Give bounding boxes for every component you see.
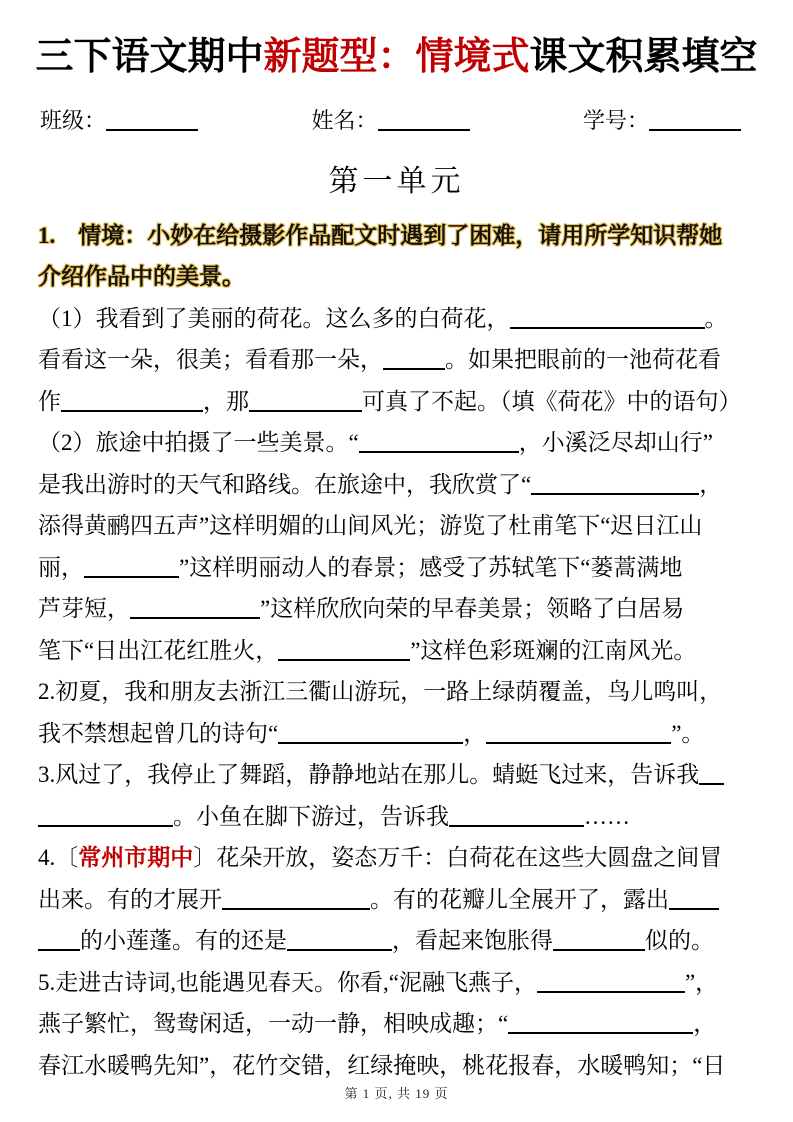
- name-blank: [378, 115, 470, 131]
- body-text: 3.风过了，我停止了舞蹈，静静地站在那儿。蜻蜓飞过来，告诉我: [38, 762, 700, 787]
- body-text: 似的。: [645, 928, 714, 953]
- body-line: [38, 630, 767, 672]
- fill-in-blank: [553, 935, 645, 951]
- body-text: ，: [693, 1011, 717, 1036]
- student-id-label: 学号：: [582, 107, 649, 133]
- class-field: [40, 106, 198, 136]
- body-text: （1）我看到了美丽的荷花。这么多的白荷花，: [38, 305, 510, 331]
- fill-in-blank: [449, 811, 584, 827]
- body-text: 可真了不起。（填《荷花》中的语句）: [362, 388, 742, 414]
- body-text: 1. 情境：小妙在给摄影作品配文时遇到了困难，请用所学知识帮她: [38, 222, 723, 248]
- body-line: [38, 754, 767, 796]
- class-blank: [106, 115, 198, 131]
- fill-in-blank: [699, 769, 724, 785]
- body-line: [38, 671, 767, 713]
- worksheet-body: [38, 215, 767, 1087]
- fill-in-blank: [84, 562, 179, 578]
- body-text: 我不禁想起曾几的诗句“: [38, 720, 279, 746]
- body-line: [38, 547, 767, 589]
- body-text: ”，: [684, 969, 719, 995]
- body-text: ，: [699, 471, 723, 497]
- body-text: ”。: [671, 720, 705, 746]
- fill-in-blank: [61, 396, 203, 412]
- fill-in-blank: [486, 728, 671, 744]
- body-line: [38, 920, 767, 962]
- fill-in-blank: [537, 977, 685, 993]
- fill-in-blank: [359, 437, 519, 453]
- body-line: [38, 464, 767, 506]
- body-text: ”这样明丽动人的春景；感受了苏轼笔下“蒌蒿满地: [179, 554, 683, 580]
- body-text: 4.〔: [38, 845, 79, 870]
- body-text: 〕花朵开放，姿态万千：白荷花在这些大圆盘之间冒: [193, 845, 723, 870]
- body-text: 介绍作品中的美景。: [38, 264, 245, 289]
- body-line: [38, 381, 767, 423]
- body-text: 芦芽短，: [38, 596, 130, 621]
- body-text: ，: [463, 720, 487, 746]
- body-line: [38, 879, 767, 921]
- fill-in-blank: [510, 313, 705, 329]
- page-number-indicator: 第 1 页, 共 19 页: [344, 1086, 449, 1101]
- body-text: 看看这一朵，很美；看看那一朵，: [38, 347, 383, 372]
- body-line: [38, 796, 767, 838]
- body-text: 出来。有的才展开: [38, 886, 222, 912]
- page-title: [10, 34, 783, 82]
- body-line: [38, 298, 767, 340]
- page-title-part2: 课文积累填空: [529, 36, 758, 78]
- name-label: 姓名：: [311, 107, 378, 133]
- exam-source-tag: 常州市期中: [78, 845, 194, 870]
- body-text: ”这样欣欣向荣的早春美景；领略了白居易: [260, 596, 685, 621]
- body-text: 。小鱼在脚下游过，告诉我: [173, 803, 449, 829]
- body-text: 是我出游时的天气和路线。在旅途中，我欣赏了“: [38, 471, 532, 497]
- page-title-part1: 三下语文期中: [35, 36, 264, 78]
- body-text: ”这样色彩斑斓的江南风光。: [410, 637, 697, 663]
- body-text: 。如果把眼前的一池荷花看: [445, 347, 721, 372]
- body-line: [38, 1045, 767, 1087]
- body-line: [38, 215, 767, 257]
- name-field: [311, 106, 469, 136]
- body-text: ，看起来饱胀得: [392, 928, 553, 953]
- fill-in-blank: [383, 354, 445, 370]
- body-line: [38, 339, 767, 381]
- body-text: ……: [584, 803, 630, 829]
- fill-in-blank: [249, 396, 362, 412]
- fill-in-blank: [287, 935, 392, 951]
- body-text: 燕子繁忙，鸳鸯闲适，一动一静，相映成趣；“: [38, 1011, 509, 1036]
- body-text: 笔下“日出江花红胜火，: [38, 637, 279, 663]
- body-text: 的小莲蓬。有的还是: [80, 928, 287, 953]
- body-text: 。有的花瓣儿全展开了，露出: [370, 886, 669, 912]
- body-text: ，那: [203, 388, 249, 414]
- body-line: [38, 1003, 767, 1045]
- section-heading: 第一单元: [328, 164, 465, 198]
- body-line: [38, 256, 767, 298]
- fill-in-blank: [38, 811, 173, 827]
- fill-in-blank: [531, 479, 699, 495]
- fill-in-blank: [222, 894, 370, 910]
- body-text: （2）旅途中拍摄了一些美景。“: [38, 430, 359, 455]
- body-text: 2.初夏，我和朋友去浙江三衢山游玩，一路上绿荫覆盖，鸟儿鸣叫，: [38, 679, 723, 704]
- fill-in-blank: [669, 894, 719, 910]
- fill-in-blank: [508, 1018, 693, 1034]
- body-text: 。: [704, 305, 728, 331]
- body-text: 丽，: [38, 554, 84, 580]
- class-label: 班级：: [40, 107, 107, 133]
- body-line: [38, 588, 767, 630]
- body-line: [38, 962, 767, 1004]
- student-id-field: [583, 106, 741, 136]
- fill-in-blank: [278, 728, 463, 744]
- fill-in-blank: [130, 603, 260, 619]
- body-text: 春江水暖鸭先知”，花竹交错，红绿掩映，桃花报春，水暖鸭知；“日: [38, 1052, 726, 1078]
- body-line: [38, 713, 767, 755]
- page-title-highlight: 新题型：情境式: [263, 36, 530, 78]
- body-text: ，小溪泛尽却山行”: [518, 430, 713, 455]
- fill-in-blank: [278, 645, 410, 661]
- body-line: [38, 422, 767, 464]
- student-info-row: [40, 106, 741, 136]
- body-line: [38, 837, 767, 879]
- body-text: 5.走进古诗词,也能遇见春天。你看,“泥融飞燕子，: [38, 969, 537, 995]
- body-line: [38, 505, 767, 547]
- student-id-blank: [649, 115, 741, 131]
- body-text: 添得黄鹂四五声”这样明媚的山间风光；游览了杜甫笔下“迟日江山: [38, 513, 703, 538]
- fill-in-blank: [38, 935, 80, 951]
- body-text: 作: [38, 388, 61, 414]
